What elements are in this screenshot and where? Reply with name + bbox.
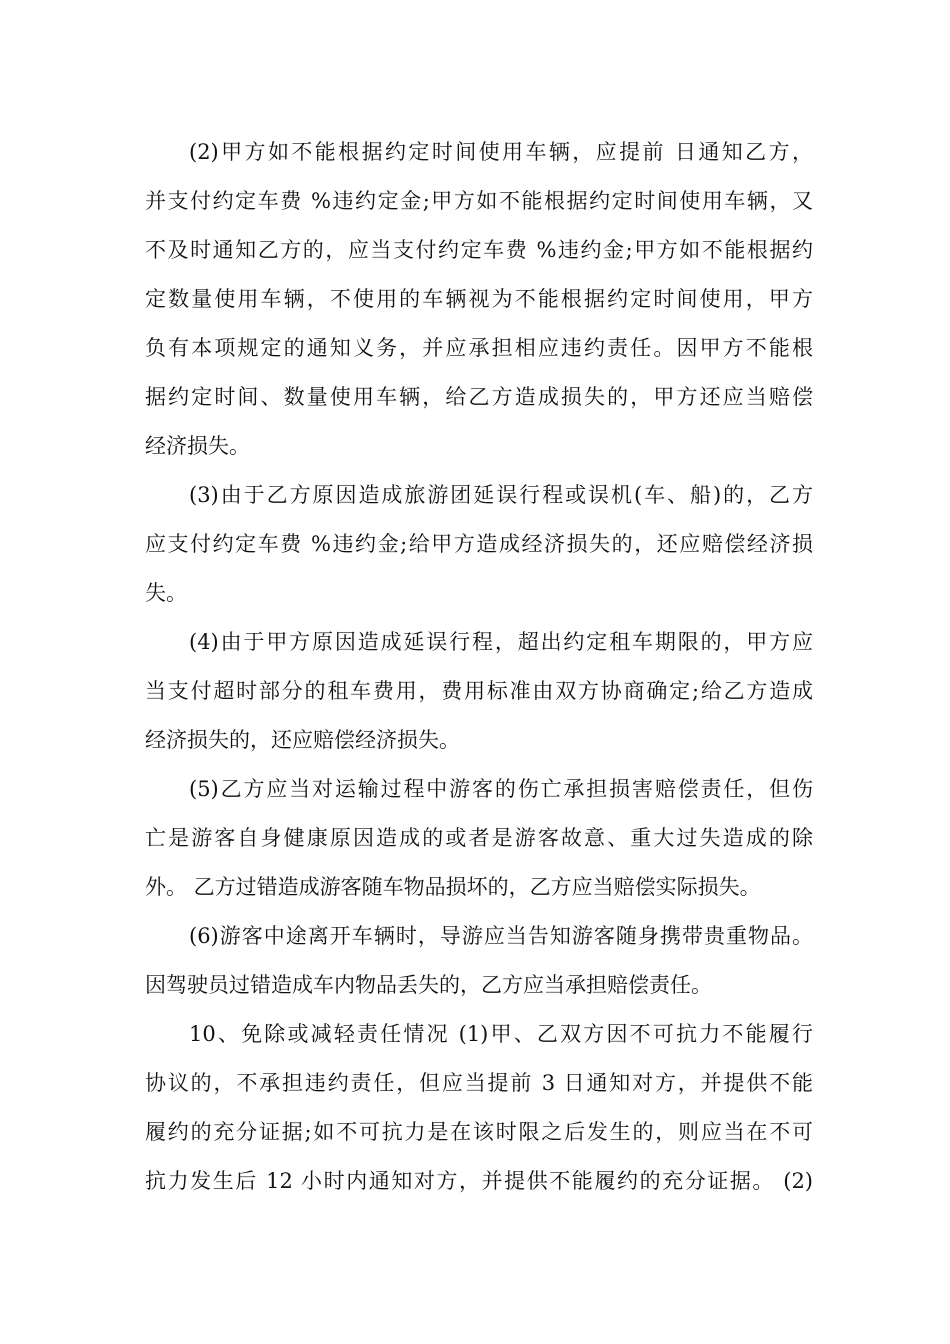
paragraph-line: 当支付超时部分的租车费用，费用标准由双方协商确定;给乙方造成 xyxy=(145,679,813,703)
paragraph-line: 10、免除或减轻责任情况 (1)甲、乙双方因不可抗力不能履行 xyxy=(189,1022,813,1046)
paragraph-line: (3)由于乙方原因造成旅游团延误行程或误机(车、船)的，乙方 xyxy=(189,483,813,507)
paragraph-line: 外。 乙方过错造成游客随车物品损坏的，乙方应当赔偿实际损失。 xyxy=(145,875,761,899)
paragraph-line: (5)乙方应当对运输过程中游客的伤亡承担损害赔偿责任，但伤 xyxy=(189,777,813,801)
paragraph-line: 负有本项规定的通知义务，并应承担相应违约责任。因甲方不能根 xyxy=(145,336,813,360)
paragraph-line: 定数量使用车辆，不使用的车辆视为不能根据约定时间使用，甲方 xyxy=(145,287,813,311)
paragraph-line: 不及时通知乙方的，应当支付约定车费 %违约金;甲方如不能根据约 xyxy=(145,238,813,262)
document-body xyxy=(145,128,813,1206)
paragraph-line: 并支付约定车费 %违约定金;甲方如不能根据约定时间使用车辆，又 xyxy=(145,189,813,213)
paragraph-line: 协议的，不承担违约责任，但应当提前 3 日通知对方，并提供不能 xyxy=(145,1071,813,1095)
paragraph-line: (2)甲方如不能根据约定时间使用车辆，应提前 日通知乙方， xyxy=(189,140,813,164)
paragraph-line: (4)由于甲方原因造成延误行程，超出约定租车期限的，甲方应 xyxy=(189,630,813,654)
paragraph-line: 亡是游客自身健康原因造成的或者是游客故意、重大过失造成的除 xyxy=(145,826,813,850)
paragraph-line: 因驾驶员过错造成车内物品丢失的，乙方应当承担赔偿责任。 xyxy=(145,973,712,997)
paragraph-line: 履约的充分证据;如不可抗力是在该时限之后发生的，则应当在不可 xyxy=(145,1120,813,1144)
paragraph-line: 据约定时间、数量使用车辆，给乙方造成损失的，甲方还应当赔偿 xyxy=(145,385,813,409)
paragraph-line: (6)游客中途离开车辆时，导游应当告知游客随身携带贵重物品。 xyxy=(189,924,813,948)
paragraph-line: 抗力发生后 12 小时内通知对方，并提供不能履约的充分证据。 (2) xyxy=(145,1169,813,1193)
paragraph-line: 经济损失的，还应赔偿经济损失。 xyxy=(145,728,460,752)
paragraph-line: 失。 xyxy=(145,581,187,605)
paragraph-line: 应支付约定车费 %违约金;给甲方造成经济损失的，还应赔偿经济损 xyxy=(145,532,813,556)
paragraph-line: 经济损失。 xyxy=(145,434,250,458)
